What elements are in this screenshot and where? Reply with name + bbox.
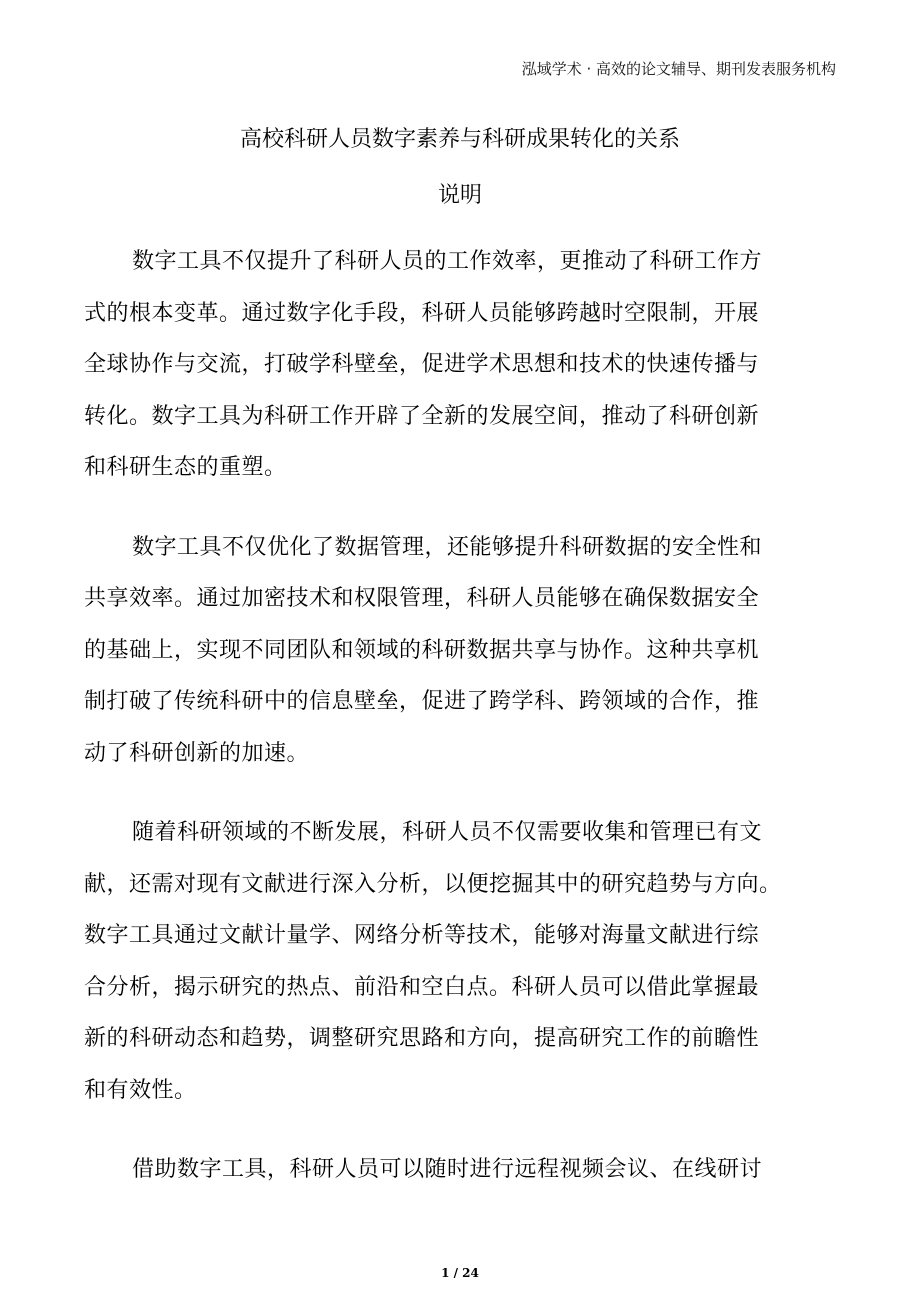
text-line: 共享效率。通过加密技术和权限管理，科研人员能够在确保数据安全	[84, 586, 760, 611]
text-line: 数字工具不仅提升了科研人员的工作效率，更推动了科研工作方	[132, 249, 763, 274]
document-body	[84, 236, 836, 1224]
text-line: 动了科研创新的加速。	[84, 740, 310, 766]
page-number: 1 / 24	[441, 1266, 479, 1280]
text-line: 和科研生态的重塑。	[84, 455, 287, 480]
paragraph-3	[84, 807, 836, 1116]
text-line: 献，还需对现有文献进行深入分析，以便挖掘其中的研究趋势与方向。	[84, 871, 782, 897]
text-line: 借助数字工具，科研人员可以随时进行远程视频会议、在线研讨	[132, 1157, 763, 1182]
section-heading: 说明	[437, 183, 482, 208]
text-line: 全球协作与交流，打破学科壁垒，促进学术思想和技术的快速传播与	[84, 352, 760, 377]
text-line: 数字工具通过文献计量学、网络分析等技术，能够对海量文献进行综	[84, 923, 760, 948]
text-line: 的基础上，实现不同团队和领域的科研数据共享与协作。这种共享机	[84, 637, 760, 663]
document-title: 高校科研人员数字素养与科研成果转化的关系	[239, 127, 680, 152]
text-line: 和有效性。	[84, 1077, 197, 1103]
text-line: 转化。数字工具为科研工作开辟了全新的发展空间，推动了科研创新	[84, 403, 760, 429]
text-line: 式的根本变革。通过数字化手段，科研人员能够跨越时空限制，开展	[84, 300, 760, 326]
text-line: 新的科研动态和趋势，调整研究思路和方向，提高研究工作的前瞻性	[84, 1026, 760, 1051]
text-line: 制打破了传统科研中的信息壁垒，促进了跨学科、跨领域的合作，推	[84, 689, 760, 714]
paragraph-4	[84, 1144, 836, 1196]
text-line: 随着科研领域的不断发展，科研人员不仅需要收集和管理已有文	[132, 820, 763, 845]
paragraph-1	[84, 236, 836, 494]
paragraph-2	[84, 522, 836, 780]
text-line: 数字工具不仅优化了数据管理，还能够提升科研数据的安全性和	[132, 534, 763, 560]
text-line: 合分析，揭示研究的热点、前沿和空白点。科研人员可以借此掌握最	[84, 974, 760, 1000]
page-header: 泓域学术 · 高效的论文辅导、期刊发表服务机构	[521, 60, 836, 78]
